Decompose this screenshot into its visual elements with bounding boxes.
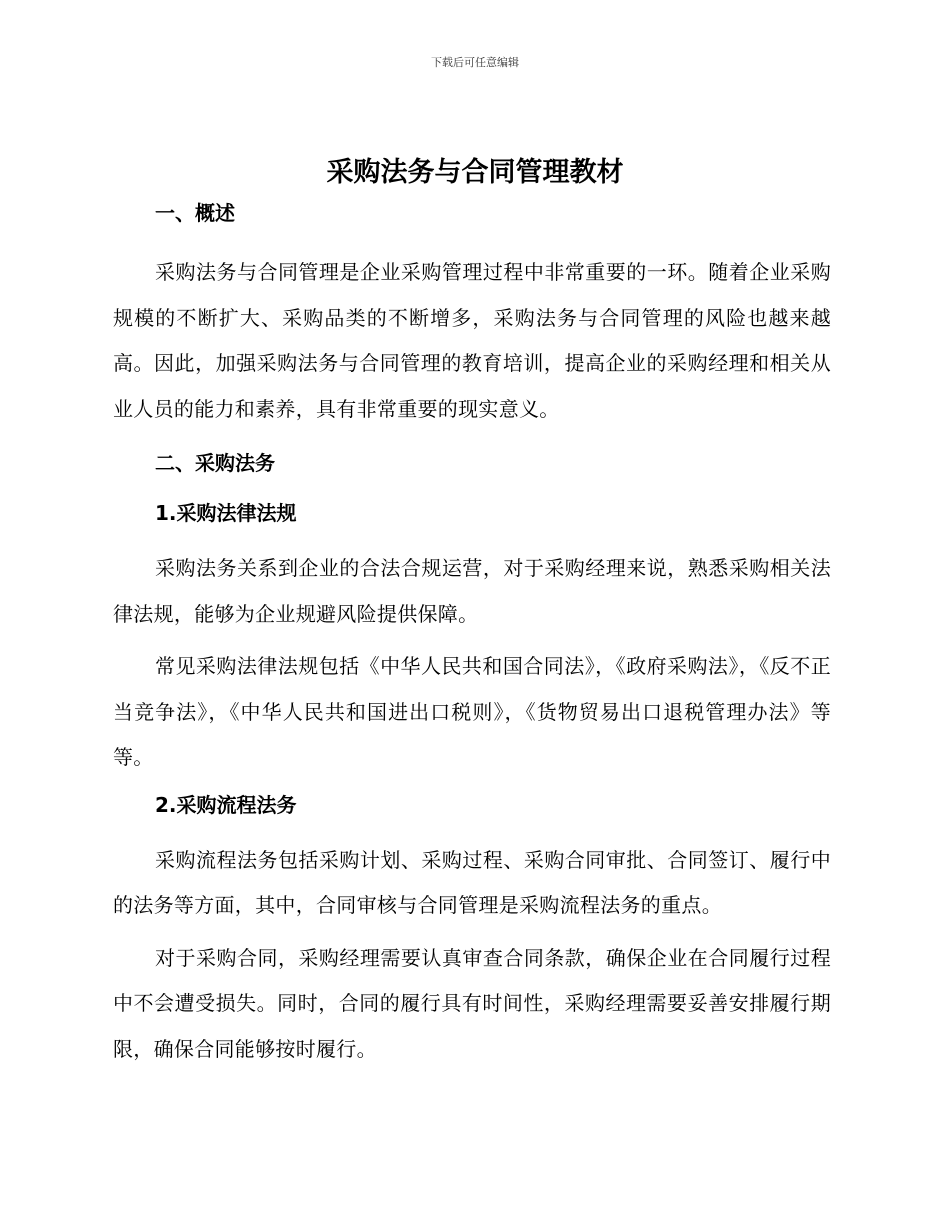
document-title: 采购法务与合同管理教材 bbox=[326, 157, 624, 188]
paragraph-laws-1: 采购法务关系到企业的合法合规运营，对于采购经理来说，熟悉采购相关法律法规，能够为企业规避风险提供保障。 bbox=[113, 556, 831, 626]
section-heading-overview: 一、概述 bbox=[155, 201, 235, 225]
paragraph-overview: 采购法务与合同管理是企业采购管理过程中非常重要的一环。随着企业采购规模的不断扩大、采购品类的不断增多，采购法务与合同管理的风险也越来越高。因此，加强采购法务与合同管理的教育培训，提高企业的采购经理和相关从业人员的能力和素养，具有非常重要的现实意义。 bbox=[113, 260, 831, 421]
paragraph-process-1: 采购流程法务包括采购计划、采购过程、采购合同审批、合同签订、履行中的法务等方面，其中，合同审核与合同管理是采购流程法务的重点。 bbox=[113, 847, 831, 917]
paragraph-process-2: 对于采购合同，采购经理需要认真审查合同条款，确保企业在合同履行过程中不会遭受损失。同时，合同的履行具有时间性，采购经理需要妥善安排履行期限，确保合同能够按时履行。 bbox=[113, 945, 831, 1061]
document-body bbox=[113, 196, 831, 1072]
subsection-heading-process: 2.采购流程法务 bbox=[155, 792, 297, 817]
paragraph-laws-2: 常见采购法律法规包括《中华人民共和国合同法》，《政府采购法》，《反不正当竞争法》，《中华人民共和国进出口税则》，《货物贸易出口退税管理办法》等等。 bbox=[113, 654, 831, 769]
section-heading-procurement-legal: 二、采购法务 bbox=[155, 451, 275, 475]
subsection-heading-laws: 1.采购法律法规 bbox=[155, 501, 297, 525]
header-note: 下载后可任意编辑 bbox=[431, 56, 519, 69]
